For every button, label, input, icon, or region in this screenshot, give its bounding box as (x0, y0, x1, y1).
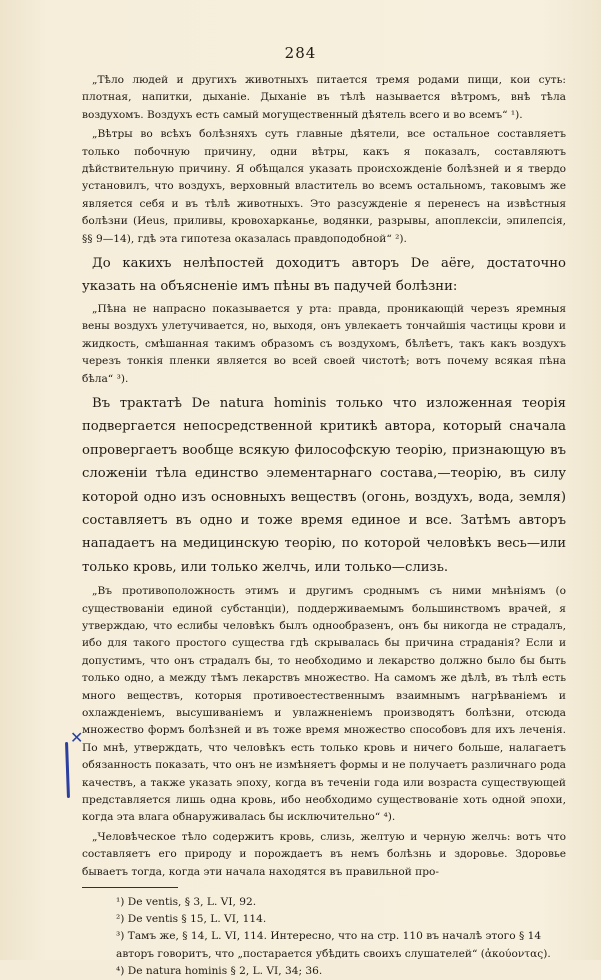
paragraph-quote-4: „Въ противоположность этимъ и другимъ сроднымъ съ ними мнѣніямъ (о существованіи единой субстанціи), поддерживаемымъ большинствомъ врачей, я утверждаю, что еслибы человѣкъ былъ однообразенъ, онъ бы никогда не страдалъ, ибо для такого простого существа гдѣ скрывалась бы причина страданія? Если и допустимъ, что онъ страдалъ бы, то необходимо и лекарство должно было бы быть только одно, а между тѣмъ лекарствъ множество. На самомъ же дѣлѣ, въ тѣлѣ есть много веществъ, которыя противоестественнымъ взаимнымъ нагрѣваніемъ и охлажденіемъ, высушиваніемъ и увлажненіемъ производятъ болѣзни, отсюда множество формъ болѣзней и въ тоже время множество способовъ для ихъ леченія. По мнѣ, утверждать, что человѣкъ есть только кровь и ничего больше, налагаетъ обязанность показать, что онъ не измѣняетъ формы и не получаетъ различнаго рода качествъ, а также указать эпоху, когда въ теченіи года или возраста существующей представляется лишь одна кровь, ибо необходимо существованіе хоть одной эпохи, когда эта влага обнаруживалась бы исключительно“ ⁴). (82, 585, 566, 824)
paragraph-quote-2: „Вѣтры во всѣхъ болѣзняхъ суть главные дѣятели, все остальное составляетъ только побочную причину, одни вѣтры, какъ я показалъ, составляютъ дѣйствительную причину. Я обѣщался указать происхожденіе болѣзней и я твердо установилъ, что воздухъ, верховный властитель во всемъ остальномъ, таковымъ же является себя и въ тѣлѣ животныхъ. Это разсужденіе я перенесъ на извѣстныя болѣзни (Иеus, приливы, кровохарканье, водянки, разрывы, апоплексіи, эпилепсія, §§ 9—14), гдѣ эта гипотеза оказалась правдоподобной“ ²). (82, 128, 566, 245)
handwritten-bracket-icon (65, 742, 70, 798)
handwritten-x-icon: ✕ (70, 728, 84, 747)
paragraph-body-1: До какихъ нелѣпостей доходитъ авторъ De aëre, достаточно указать на объясненіе имъ пѣны въ падучей болѣзни: (82, 256, 566, 295)
page-number: 284 (284, 44, 317, 62)
footnote-1: ¹) De ventis, § 3, L. VI, 92. (116, 896, 257, 909)
footnote-2: ²) De ventis § 15, L. VI, 114. (116, 913, 267, 926)
footnote-divider (82, 887, 178, 888)
paragraph-quote-5: „Человѣческое тѣло содержитъ кровь, слизь, желтую и черную желчь: вотъ что составляетъ его природу и порождаетъ въ немъ болѣзнь и здоровье. Здоровье бываетъ тогда, когда эти начала находятся въ правильной про- (82, 830, 566, 878)
paragraph-quote-3: „Пѣна не напрасно показывается у рта: правда, проникающій черезъ яремныя вены воздухъ улетучивается, но, выходя, онъ увлекаетъ тончайшія частицы крови и жидкость, смѣшанная такимъ образомъ съ воздухомъ, бѣлѣетъ, такъ какъ воздухъ черезъ тонкія пленки является во всей своей чистотѣ; вотъ почему всякая пѣна бѣла“ ³). (82, 302, 566, 385)
body-text (82, 72, 566, 980)
paragraph-body-2: Въ трактатѣ De natura hominis только что изложенная теорія подвергается непосредственной критикѣ автора, который сначала опровергаетъ вообще всякую философскую теорію, признающую въ сложеніи тѣла единство элементарнаго состава,—теорію, въ силу которой одно изъ основныхъ веществъ (огонь, воздухъ, вода, земля) составляетъ въ одно и тоже время единое и все. Затѣмъ авторъ нападаетъ на медицинскую теорію, по которой человѣкъ весь—или только кровь, или только желчь, или только—слизь. (82, 395, 566, 575)
footnote-4: ⁴) De natura hominis § 2, L. VI, 34; 36. (116, 964, 323, 977)
handwritten-margin-mark (64, 730, 90, 800)
footnote-3: ³) Тамъ же, § 14, L. VI, 114. Интересно, что на стр. 110 въ началѣ этого § 14 авторъ говоритъ, что „постарается убѣдить своихъ слушателей“ (ἀκούοντας). (116, 930, 551, 960)
paragraph-quote-1: „Тѣло людей и другихъ животныхъ питается тремя родами пищи, кои суть: плотная, напитки, дыханіе. Дыханіе въ тѣлѣ называется вѣтромъ, внѣ тѣла воздухомъ. Воздухъ есть самый могущественный дѣятель всего и во всемъ“ ¹). (82, 74, 566, 121)
